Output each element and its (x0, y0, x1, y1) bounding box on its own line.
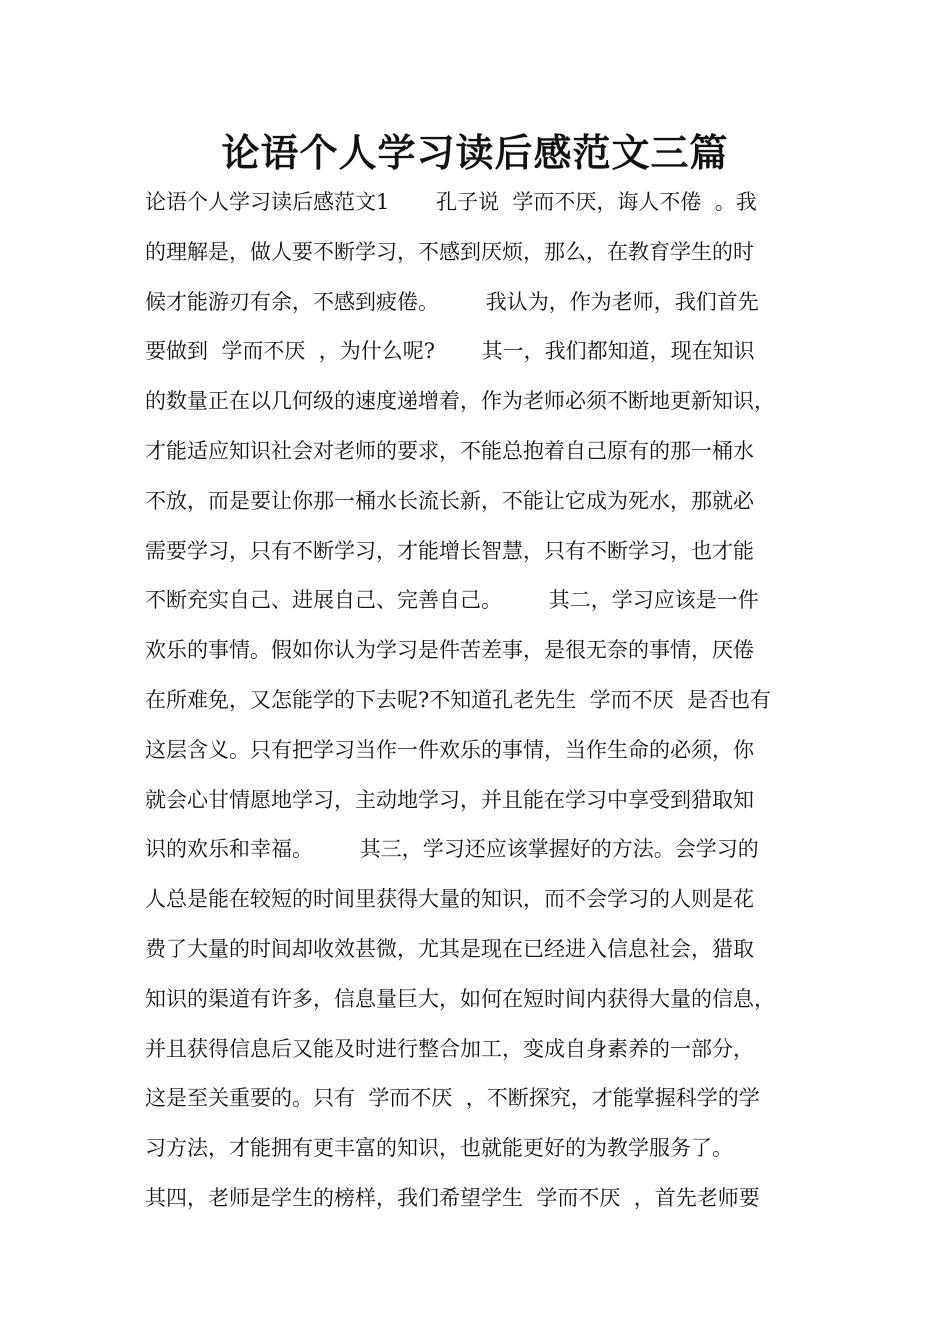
body-line: 在所难免，又怎能学的下去呢?不知道孔老先生 学而不厌 是否也有 (145, 687, 771, 712)
body-line: 并且获得信息后又能及时进行整合加工，变成自身素养的一部分， (145, 1036, 754, 1061)
body-line: 其四，老师是学生的榜样，我们希望学生 学而不厌 ，首先老师要 (145, 1185, 760, 1210)
body-line: 知识的渠道有许多，信息量巨大，如何在短时间内获得大量的信息， (145, 986, 775, 1011)
body-line: 候才能游刃有余，不感到疲倦。 我认为，作为老师，我们首先 (145, 289, 759, 314)
body-line: 欢乐的事情。假如你认为学习是件苦差事，是很无奈的事情，厌倦 (145, 638, 754, 663)
document-title: 论语个人学习读后感范文三篇 (221, 130, 729, 175)
body-line: 的数量正在以几何级的速度递增着，作为老师必须不断地更新知识， (145, 389, 775, 414)
body-line: 识的欢乐和幸福。 其三，学习还应该掌握好的方法。会学习的 (145, 837, 759, 862)
body-line: 不断充实自己、进展自己、完善自己。 其二，学习应该是一件 (145, 588, 759, 613)
body-line: 不放，而是要让你那一桶水长流长新，不能让它成为死水，那就必 (145, 488, 754, 513)
body-line: 要做到 学而不厌 ，为什么呢? 其一，我们都知道，现在知识 (145, 339, 755, 364)
body-line: 人总是能在较短的时间里获得大量的知识，而不会学习的人则是花 (145, 887, 754, 912)
body-line: 才能适应知识社会对老师的要求，不能总抱着自己原有的那一桶水 (145, 438, 754, 463)
body-line: 论语个人学习读后感范文1 孔子说 学而不厌，诲人不倦 。我 (145, 190, 757, 214)
body-line: 习方法，才能拥有更丰富的知识，也就能更好的为教学服务了。 (145, 1136, 733, 1161)
body-line: 需要学习，只有不断学习，才能增长智慧，只有不断学习，也才能 (145, 538, 754, 563)
body-line: 的理解是，做人要不断学习，不感到厌烦，那么，在教育学生的时 (145, 239, 754, 264)
body-line: 费了大量的时间却收效甚微，尤其是现在已经进入信息社会，猎取 (145, 936, 754, 961)
body-line: 这层含义。只有把学习当作一件欢乐的事情，当作生命的必须，你 (145, 737, 754, 762)
body-line: 就会心甘情愿地学习，主动地学习，并且能在学习中享受到猎取知 (145, 787, 754, 812)
document-body (145, 178, 825, 1224)
body-line: 这是至关重要的。只有 学而不厌 ，不断探究，才能掌握科学的学 (145, 1086, 760, 1111)
